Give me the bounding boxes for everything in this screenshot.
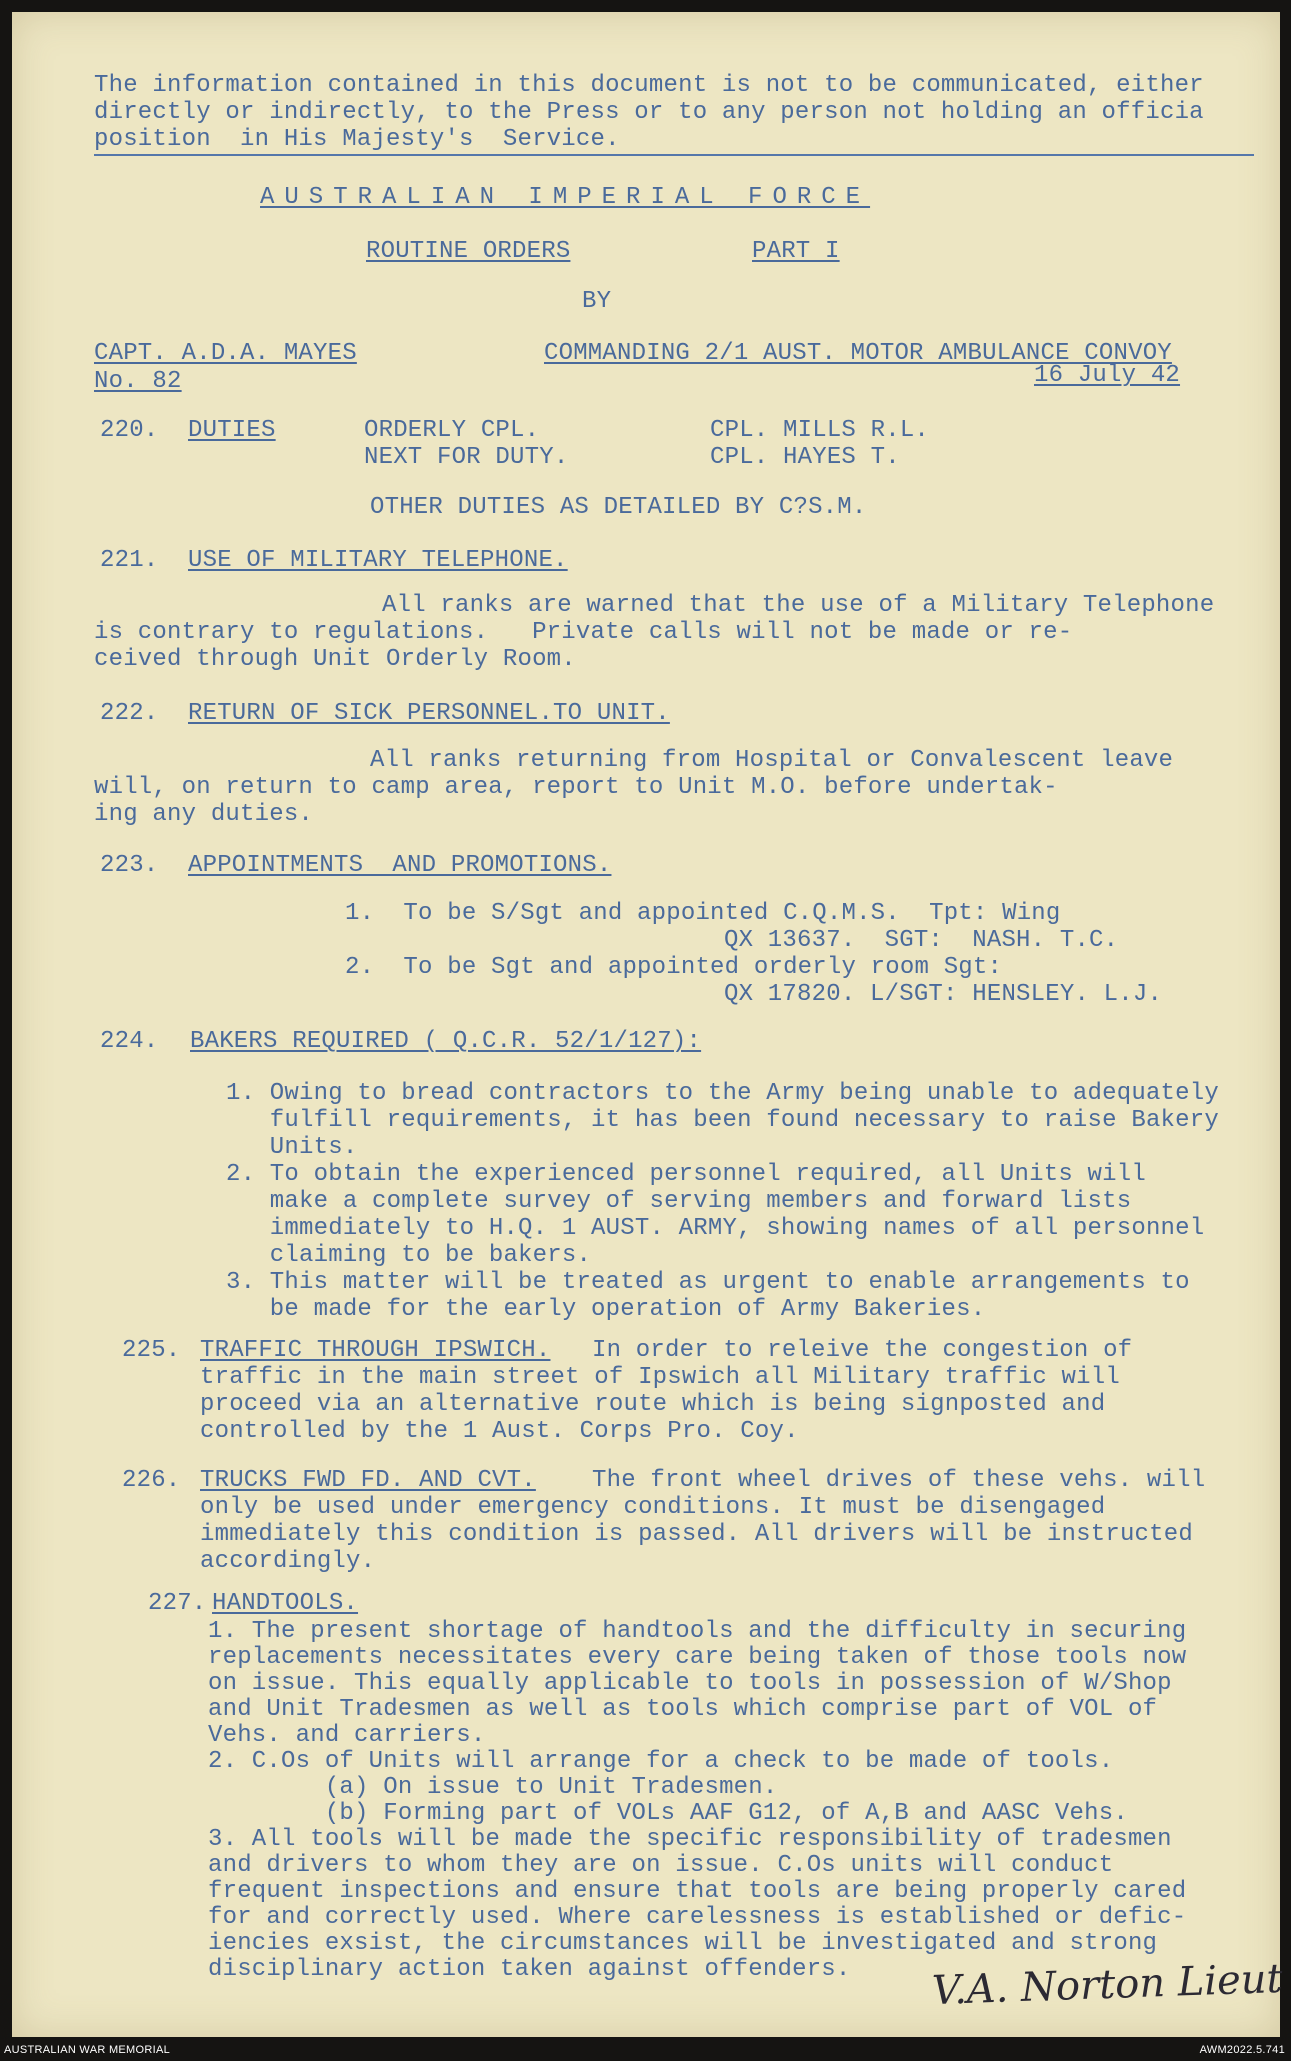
section-225-title: TRAFFIC THROUGH IPSWICH. <box>200 1337 551 1364</box>
section-227-number: 227. <box>148 1590 207 1617</box>
section-227-line-13: iencies exsist, the circumstances will be investigated and strong <box>208 1930 1158 1957</box>
section-221-line-2: is contrary to regulations. Private calls will not be made or re- <box>94 619 1073 646</box>
section-225-line-3: proceed via an alternative route which is being signposted and <box>200 1391 1106 1418</box>
warning-line-1: The information contained in this document is not to be communicated, either <box>94 72 1204 99</box>
section-222-title: RETURN OF SICK PERSONNEL.TO UNIT. <box>188 700 670 727</box>
order-number: No. 82 <box>94 368 182 395</box>
warning-rule <box>94 154 1254 156</box>
section-227-line-6: 2. C.Os of Units will arrange for a check to be made of tools. <box>208 1748 1114 1775</box>
duty-role-next: NEXT FOR DUTY. <box>364 444 569 471</box>
section-221-number: 221. <box>100 547 159 574</box>
force-title: AUSTRALIAN IMPERIAL FORCE <box>260 184 871 211</box>
section-227-line-12: for and correctly used. Where carelessness is established or defic- <box>208 1904 1187 1931</box>
commanding-officer: CAPT. A.D.A. MAYES <box>94 340 357 367</box>
section-224-line-4: 2. To obtain the experienced personnel required, all Units will <box>226 1161 1146 1188</box>
warning-line-3: position in His Majesty's Service. <box>94 126 620 153</box>
section-225-number: 225. <box>122 1337 181 1364</box>
order-date: 16 July 42 <box>1034 362 1181 389</box>
section-224-line-6: immediately to H.Q. 1 AUST. ARMY, showing names of all personnel <box>226 1215 1205 1242</box>
signature: V.A. Norton Lieut <box>931 1955 1284 2015</box>
section-225-line-2: traffic in the main street of Ipswich all Military traffic will <box>200 1364 1120 1391</box>
section-223-line-1: 1. To be S/Sgt and appointed C.Q.M.S. Tpt: Wing <box>345 900 1061 927</box>
duty-name-next: CPL. HAYES T. <box>710 444 900 471</box>
section-224-title: BAKERS REQUIRED ( Q.C.R. 52/1/127): <box>190 1028 702 1055</box>
section-224-line-5: make a complete survey of serving members and forward lists <box>226 1188 1132 1215</box>
section-227-line-9: 3. All tools will be made the specific responsibility of tradesmen <box>208 1826 1172 1853</box>
section-224-line-3: Units. <box>226 1134 358 1161</box>
section-222-line-1: All ranks returning from Hospital or Convalescent leave <box>370 747 1174 774</box>
section-227-line-3: on issue. This equally applicable to tools in possession of W/Shop <box>208 1670 1172 1697</box>
section-224-line-2: fulfill requirements, it has been found necessary to raise Bakery <box>226 1107 1219 1134</box>
duty-name-orderly: CPL. MILLS R.L. <box>710 417 930 444</box>
section-220-number: 220. <box>100 417 159 444</box>
section-226-line-1: The front wheel drives of these vehs. will <box>592 1467 1206 1494</box>
section-227-line-5: Vehs. and carriers. <box>208 1722 486 1749</box>
section-222-line-3: ing any duties. <box>94 801 314 828</box>
section-224-line-8: 3. This matter will be treated as urgent to enable arrangements to <box>226 1269 1190 1296</box>
section-227-line-1: 1. The present shortage of handtools and the difficulty in securing <box>208 1618 1187 1645</box>
document-page <box>12 12 1284 2037</box>
section-223-title: APPOINTMENTS AND PROMOTIONS. <box>188 852 612 879</box>
section-223-number: 223. <box>100 852 159 879</box>
other-duties: OTHER DUTIES AS DETAILED BY C?S.M. <box>370 494 867 521</box>
section-227-line-7: (a) On issue to Unit Tradesmen. <box>208 1774 778 1801</box>
section-223-line-3: 2. To be Sgt and appointed orderly room Sgt: <box>345 954 1003 981</box>
section-227-line-8: (b) Forming part of VOLs AAF G12, of A,B and AASC Vehs. <box>208 1800 1128 1827</box>
section-222-line-2: will, on return to camp area, report to Unit M.O. before undertak- <box>94 774 1058 801</box>
archive-name: AUSTRALIAN WAR MEMORIAL <box>4 2044 171 2056</box>
section-226-title: TRUCKS FWD FD. AND CVT. <box>200 1467 536 1494</box>
section-223-line-2: QX 13637. SGT: NASH. T.C. <box>724 927 1119 954</box>
section-221-line-1: All ranks are warned that the use of a Military Telephone <box>382 592 1215 619</box>
orders-title: ROUTINE ORDERS <box>366 238 571 265</box>
section-224-line-7: claiming to be bakers. <box>226 1242 592 1269</box>
command-unit: COMMANDING 2/1 AUST. MOTOR AMBULANCE CONVOY <box>544 340 1172 367</box>
archive-reference: AWM2022.5.741 <box>1199 2044 1285 2056</box>
section-227-line-11: frequent inspections and ensure that tools are being properly cared <box>208 1878 1187 1905</box>
section-227-title: HANDTOOLS. <box>212 1590 359 1617</box>
section-224-line-1: 1. Owing to bread contractors to the Army being unable to adequately <box>226 1080 1219 1107</box>
section-225-line-1: In order to releive the congestion of <box>592 1337 1133 1364</box>
section-227-line-2: replacements necessitates every care being taken of those tools now <box>208 1644 1187 1671</box>
section-225-line-4: controlled by the 1 Aust. Corps Pro. Coy. <box>200 1418 799 1445</box>
orders-part: PART I <box>752 238 840 265</box>
section-220-title: DUTIES <box>188 417 276 444</box>
orders-by: BY <box>582 288 612 315</box>
section-223-line-4: QX 17820. L/SGT: HENSLEY. L.J. <box>724 981 1163 1008</box>
section-224-line-9: be made for the early operation of Army Bakeries. <box>226 1296 986 1323</box>
warning-line-2: directly or indirectly, to the Press or to any person not holding an officia <box>94 99 1204 126</box>
section-221-title: USE OF MILITARY TELEPHONE. <box>188 547 568 574</box>
section-222-number: 222. <box>100 700 159 727</box>
duty-role-orderly: ORDERLY CPL. <box>364 417 540 444</box>
section-227-line-4: and Unit Tradesmen as well as tools which comprise part of VOL of <box>208 1696 1158 1723</box>
section-221-line-3: ceived through Unit Orderly Room. <box>94 646 576 673</box>
section-226-number: 226. <box>122 1467 181 1494</box>
section-226-line-2: only be used under emergency conditions. It must be disengaged <box>200 1494 1106 1521</box>
section-227-line-14: disciplinary action taken against offenders. <box>208 1956 851 1983</box>
section-226-line-3: immediately this condition is passed. All drivers will be instructed <box>200 1521 1193 1548</box>
section-227-line-10: and drivers to whom they are on issue. C.Os units will conduct <box>208 1852 1114 1879</box>
section-226-line-4: accordingly. <box>200 1548 376 1575</box>
section-224-number: 224. <box>100 1028 159 1055</box>
